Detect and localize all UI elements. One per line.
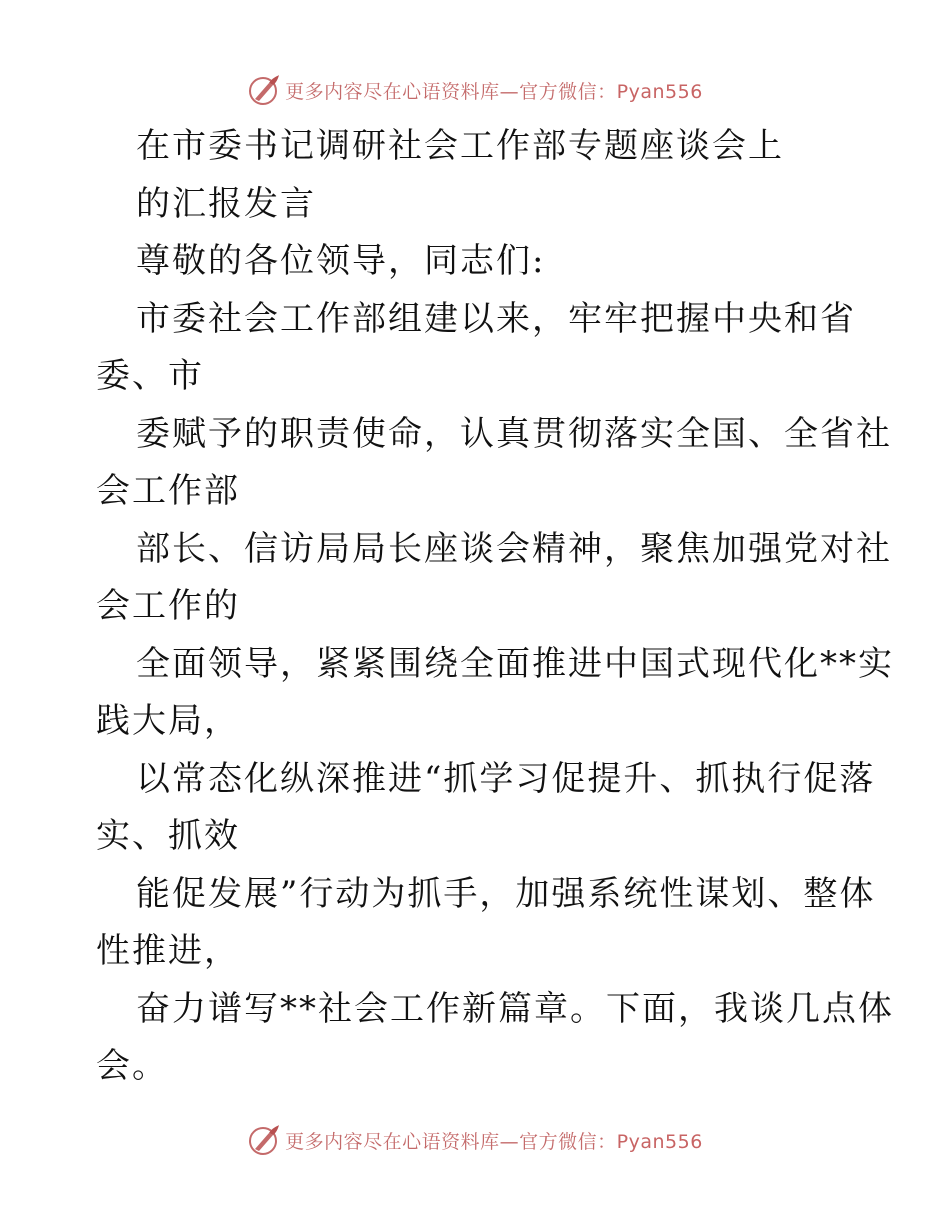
- text-line: 部长、信访局局长座谈会精神，聚焦加强党对社: [136, 528, 892, 569]
- text-line: 会工作的: [96, 586, 240, 626]
- quill-logo-icon: [247, 1123, 281, 1157]
- text-line: 奋力谱写**社会工作新篇章。下面，我谈几点体: [136, 988, 894, 1029]
- watermark-text: 更多内容尽在心语资料库—官方微信：Pyan556: [285, 80, 703, 103]
- text-line: 委、市: [96, 356, 204, 396]
- watermark-header: [0, 70, 950, 110]
- text-line: 性推进，: [96, 931, 240, 971]
- watermark-text: 更多内容尽在心语资料库—官方微信：Pyan556: [285, 1130, 703, 1153]
- document-body: [96, 118, 894, 1096]
- text-line: 的汇报发言: [136, 183, 316, 224]
- text-line: 以常态化纵深推进“抓学习促提升、抓执行促落: [136, 758, 876, 799]
- text-line: 会工作部: [96, 471, 240, 511]
- text-line: 委赋予的职责使命，认真贯彻落实全国、全省社: [136, 413, 892, 454]
- text-line: 全面领导，紧紧围绕全面推进中国式现代化**实: [136, 643, 894, 684]
- text-line: 市委社会工作部组建以来，牢牢把握中央和省: [136, 298, 856, 339]
- text-line: 尊敬的各位领导，同志们:: [136, 241, 546, 281]
- text-line: 践大局，: [96, 701, 240, 741]
- text-line: 会。: [96, 1046, 168, 1086]
- text-line: 实、抓效: [96, 816, 240, 856]
- text-line: 在市委书记调研社会工作部专题座谈会上: [136, 126, 784, 166]
- text-line: 能促发展”行动为抓手，加强系统性谋划、整体: [136, 873, 876, 914]
- watermark-footer: [0, 1120, 950, 1160]
- quill-logo-icon: [247, 73, 281, 107]
